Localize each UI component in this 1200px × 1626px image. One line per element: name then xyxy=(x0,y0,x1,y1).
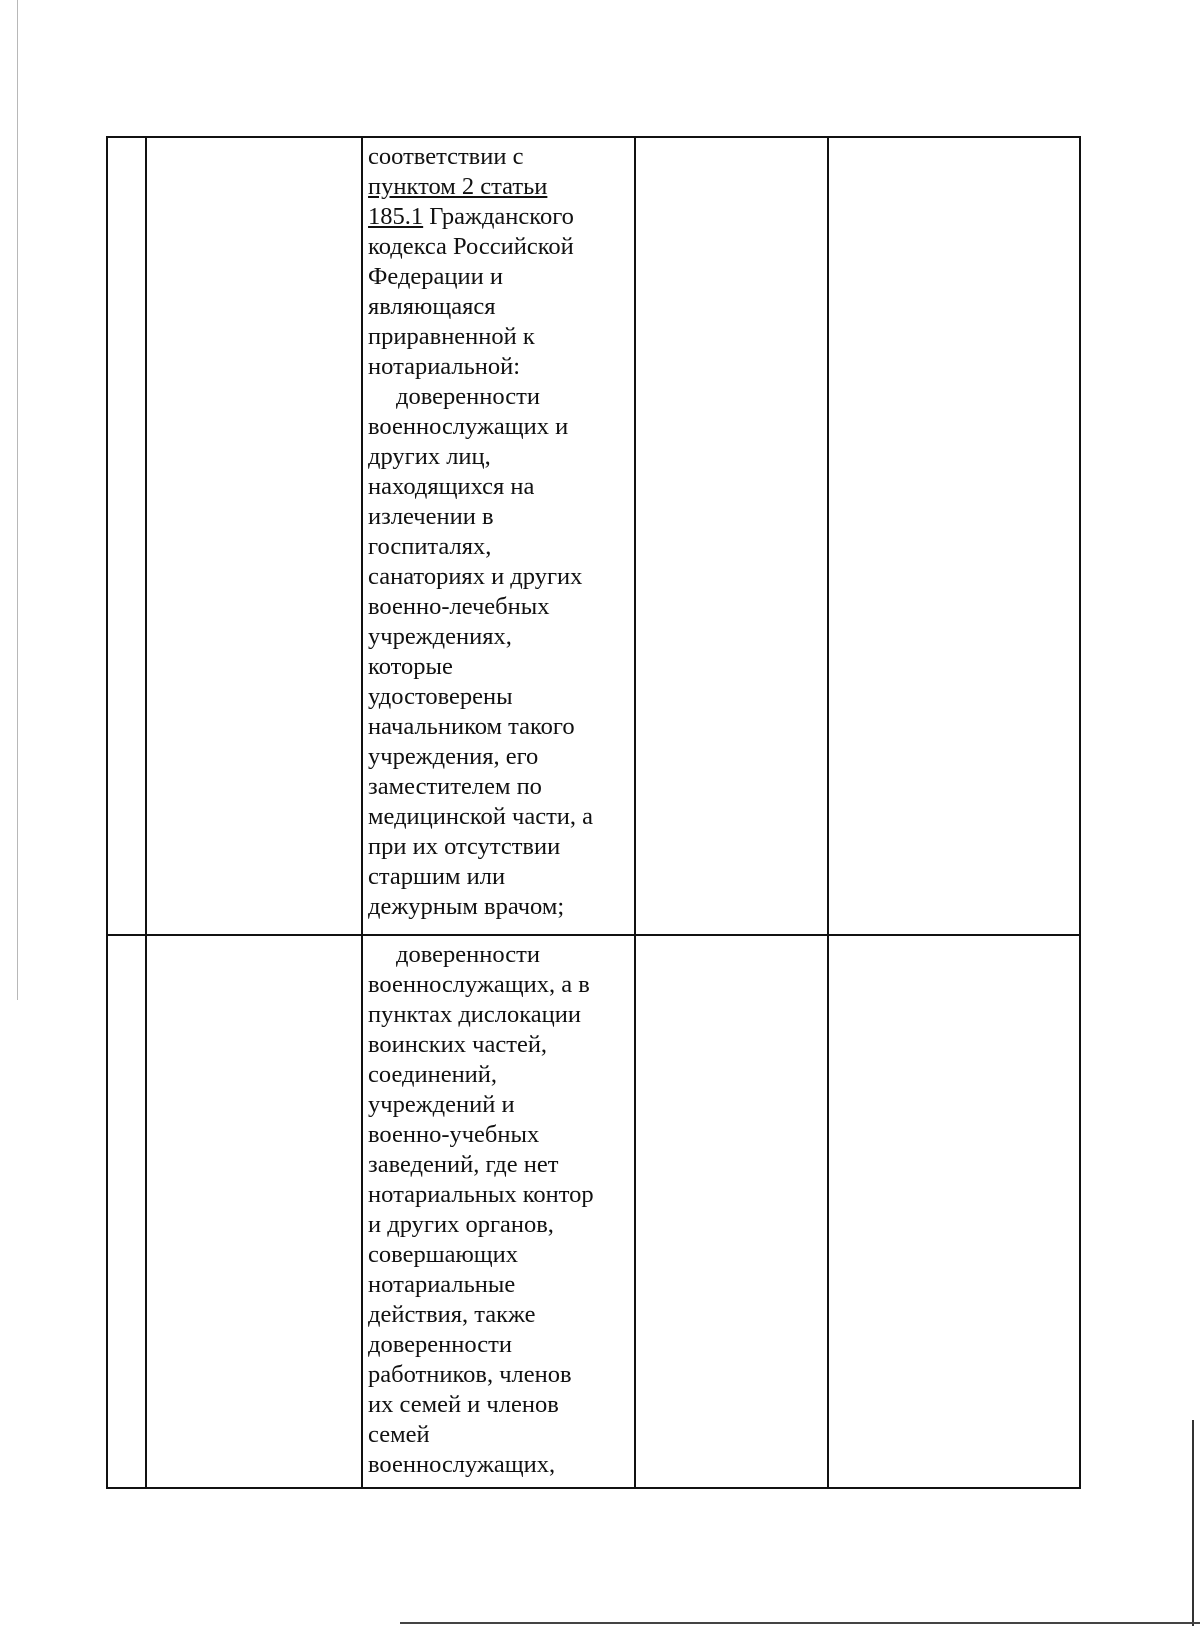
text-line: военно-учебных xyxy=(368,1121,540,1148)
text-line: военно-лечебных xyxy=(368,593,550,620)
text-line: заведений, где нет xyxy=(368,1151,559,1178)
text-line: военнослужащих и xyxy=(368,413,569,440)
table-cell-empty xyxy=(828,137,1080,935)
table-cell-empty xyxy=(635,935,828,1488)
text-line: работников, членов xyxy=(368,1361,572,1388)
text-line: военнослужащих, xyxy=(368,1451,556,1478)
text-line: семей xyxy=(368,1421,430,1448)
text-line: нотариальной: xyxy=(368,353,521,380)
table-cell-description xyxy=(362,935,635,1488)
law-reference-link[interactable]: пунктом 2 статьи xyxy=(368,173,548,200)
text-line: пунктах дислокации xyxy=(368,1001,582,1028)
text-fragment: Гражданского xyxy=(429,203,574,230)
text-line: приравненной к xyxy=(368,323,535,350)
text-line: учреждений и xyxy=(368,1091,515,1118)
law-reference-link[interactable]: 185.1 xyxy=(368,203,424,230)
text-line: учреждения, его xyxy=(368,743,539,770)
text-line: при их отсутствии xyxy=(368,833,561,860)
text-line: медицинской части, а xyxy=(368,803,594,830)
text-line: являющаяся xyxy=(368,293,496,320)
text-line: других лиц, xyxy=(368,443,491,470)
document-table xyxy=(106,136,1081,1489)
text-line: начальником такого xyxy=(368,713,575,740)
table-cell-name xyxy=(146,935,362,1488)
table-cell-empty xyxy=(828,935,1080,1488)
text-line: удостоверены xyxy=(368,683,513,710)
table-cell-description xyxy=(362,137,635,935)
text-line: и других органов, xyxy=(368,1211,554,1238)
table-cell-number xyxy=(107,137,146,935)
text-line: доверенности xyxy=(396,383,540,410)
cell-text-block xyxy=(363,138,634,922)
text-line: совершающих xyxy=(368,1241,518,1268)
text-line: кодекса Российской xyxy=(368,233,574,260)
table-cell-number xyxy=(107,935,146,1488)
text-line: учреждениях, xyxy=(368,623,512,650)
text-line: дежурным врачом; xyxy=(368,893,565,920)
text-line: доверенности xyxy=(396,941,540,968)
scan-page-edge-right xyxy=(1192,1420,1194,1626)
text-line: соединений, xyxy=(368,1061,498,1088)
cell-text-block xyxy=(363,936,634,1480)
text-line: излечении в xyxy=(368,503,494,530)
scan-page-edge-left xyxy=(17,0,18,1000)
table-row xyxy=(107,935,1080,1488)
text-line: доверенности xyxy=(368,1331,512,1358)
text-line: санаториях и других xyxy=(368,563,583,590)
text-line: нотариальных контор xyxy=(368,1181,594,1208)
text-line: военнослужащих, а в xyxy=(368,971,590,998)
text-line: заместителем по xyxy=(368,773,542,800)
text-line: старшим или xyxy=(368,863,506,890)
scan-page-edge-bottom xyxy=(400,1622,1200,1624)
table-cell-empty xyxy=(635,137,828,935)
text-line: которые xyxy=(368,653,453,680)
table-cell-name xyxy=(146,137,362,935)
text-line: Федерации и xyxy=(368,263,503,290)
text-line: их семей и членов xyxy=(368,1391,559,1418)
text-line: находящихся на xyxy=(368,473,535,500)
text-line xyxy=(368,202,632,232)
text-line: воинских частей, xyxy=(368,1031,548,1058)
text-line: госпиталях, xyxy=(368,533,492,560)
text-line: нотариальные xyxy=(368,1271,516,1298)
text-line: соответствии с xyxy=(368,143,524,170)
table-row xyxy=(107,137,1080,935)
text-line: действия, также xyxy=(368,1301,536,1328)
